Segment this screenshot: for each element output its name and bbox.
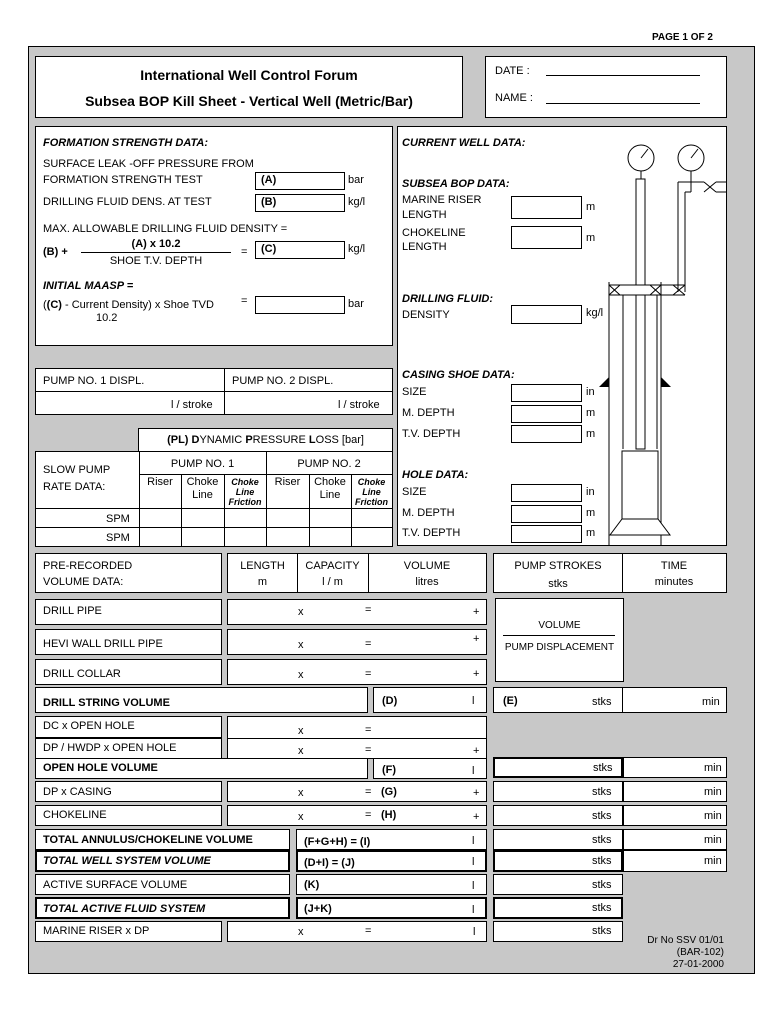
casing-size-label: SIZE <box>402 386 427 398</box>
riser-label-1: MARINE RISER <box>402 194 482 206</box>
dc-open-hole-row: DC x OPEN HOLE <box>35 716 222 738</box>
org-name: International Well Control Forum <box>140 67 358 83</box>
choke-friction-col-1: Choke Line Friction <box>228 477 262 507</box>
hole-mdepth-input[interactable] <box>511 505 582 523</box>
dens-label: DRILLING FLUID DENS. AT TEST <box>43 196 212 208</box>
m-unit: m <box>586 201 596 213</box>
subsea-bop-title: SUBSEA BOP DATA: <box>402 178 510 190</box>
spm-label-1: SPM <box>106 513 130 525</box>
chokeline-row: CHOKELINE <box>35 805 222 826</box>
date-name-box <box>485 56 727 118</box>
m-unit-3: m <box>586 407 596 419</box>
strokes-formula-box: VOLUME PUMP DISPLACEMENT <box>495 598 624 682</box>
total-well-field[interactable]: (D+I) = (J) l <box>296 850 487 872</box>
fraction-top: (A) x 10.2 <box>131 238 181 250</box>
riser-col-1: Riser <box>147 476 173 488</box>
leak-label-2: FORMATION STRENGTH TEST <box>43 174 203 186</box>
bar-unit-2: bar <box>348 298 364 310</box>
chokeline-calc[interactable]: x = (H) + <box>227 805 487 826</box>
hole-size-input[interactable] <box>511 484 582 502</box>
max-density-input[interactable]: (C) <box>255 241 345 259</box>
leak-label-1: SURFACE LEAK -OFF PRESSURE FROM <box>43 158 254 170</box>
open-hole-volume-field[interactable]: (F) l <box>373 758 487 779</box>
dp-casing-strokes[interactable]: stks <box>493 781 623 802</box>
page-number: PAGE 1 OF 2 <box>652 32 713 43</box>
total-annulus-row: TOTAL ANNULUS/CHOKELINE VOLUME <box>35 829 290 850</box>
maasp-input[interactable] <box>255 296 345 314</box>
pump1-header: PUMP NO. 1 <box>170 458 235 470</box>
maasp-divisor: 10.2 <box>96 312 118 324</box>
drill-collar-row: DRILL COLLAR <box>35 659 222 685</box>
total-annulus-strokes[interactable]: stks <box>493 829 623 850</box>
drill-pipe-row: DRILL PIPE <box>35 599 222 625</box>
hwdp-calc[interactable]: x = + <box>227 629 487 655</box>
kgl-unit: kg/l <box>348 196 366 208</box>
date-field[interactable] <box>546 75 700 76</box>
current-well-title: CURRENT WELL DATA: <box>402 137 526 149</box>
fraction-bottom: SHOE T.V. DEPTH <box>109 255 203 267</box>
name-label: NAME : <box>495 92 533 104</box>
choke-col-1: Choke Line <box>186 476 219 501</box>
formation-title: FORMATION STRENGTH DATA: <box>43 137 208 149</box>
date-label: DATE : <box>495 65 530 77</box>
active-surface-field[interactable]: (K) l <box>296 874 487 895</box>
chokeline-min[interactable]: min <box>623 805 727 826</box>
casing-size-input[interactable] <box>511 384 582 402</box>
hole-tvdepth-label: T.V. DEPTH <box>402 527 461 539</box>
dp-casing-row: DP x CASING <box>35 781 222 802</box>
maasp-title: INITIAL MAASP = <box>43 280 134 292</box>
kgl-unit-2: kg/l <box>348 243 366 255</box>
formation-strength-section <box>35 126 393 346</box>
pl-title: (PL) DYNAMIC PRESSURE LOSS [bar] <box>167 434 364 446</box>
total-annulus-field[interactable]: (F+G+H) = (I) l <box>296 829 487 850</box>
casing-mdepth-label: M. DEPTH <box>402 407 455 419</box>
test-density-input[interactable]: (B) <box>255 194 345 212</box>
hole-tvdepth-input[interactable] <box>511 525 582 543</box>
open-hole-min-field[interactable]: min <box>623 757 727 778</box>
hole-size-label: SIZE <box>402 486 427 498</box>
chokeline-label-1: CHOKELINE <box>402 227 466 239</box>
chokeline-strokes[interactable]: stks <box>493 805 623 826</box>
total-active-row: TOTAL ACTIVE FLUID SYSTEM <box>35 897 290 919</box>
chokeline-label-2: LENGTH <box>402 241 447 253</box>
chokeline-length-input[interactable] <box>511 226 582 249</box>
slow-pump-label-1: SLOW PUMP <box>43 464 111 476</box>
slow-pump-label-2: RATE DATA: <box>43 481 106 493</box>
riser-label-2: LENGTH <box>402 209 447 221</box>
drilling-fluid-title: DRILLING FLUID: <box>402 293 494 305</box>
dp-casing-calc[interactable]: x = (G) + <box>227 781 487 802</box>
pump1-displ-label: PUMP NO. 1 DISPL. <box>43 375 145 387</box>
maasp-formula: ((C) - Current Density) x Shoe TVD <box>43 299 214 311</box>
current-well-section <box>397 126 727 546</box>
open-hole-calc[interactable]: x = x = + <box>227 716 487 759</box>
drill-collar-calc[interactable]: x = + <box>227 659 487 685</box>
hole-data-title: HOLE DATA: <box>402 469 469 481</box>
riser-length-input[interactable] <box>511 196 582 219</box>
doc-number: Dr No SSV 01/01 (BAR-102) 27-01-2000 <box>647 935 724 970</box>
casing-tvdepth-label: T.V. DEPTH <box>402 428 461 440</box>
casing-mdepth-input[interactable] <box>511 405 582 423</box>
b-plus: (B) + <box>43 246 68 258</box>
m-unit-4: m <box>586 428 596 440</box>
pl-title-box <box>138 428 393 452</box>
total-well-strokes[interactable]: stks <box>493 850 623 872</box>
drill-string-volume-row: DRILL STRING VOLUME <box>35 687 368 713</box>
pump-displacement-table <box>35 368 393 415</box>
total-well-row: TOTAL WELL SYSTEM VOLUME <box>35 850 290 872</box>
strokes-time-header: PUMP STROKES stks TIME minutes <box>493 553 727 593</box>
name-field[interactable] <box>546 103 700 104</box>
choke-friction-col-2: Choke Line Friction <box>355 477 388 507</box>
pump1-displ-input[interactable]: l / stroke <box>171 399 213 411</box>
total-well-min[interactable]: min <box>623 850 727 872</box>
m-unit-6: m <box>586 527 596 539</box>
equals-2: = <box>241 295 248 307</box>
spm-label-2: SPM <box>106 532 130 544</box>
choke-col-2: Choke Line <box>314 476 346 501</box>
well-schematic <box>598 137 726 545</box>
pump2-displ-label: PUMP NO. 2 DISPL. <box>232 375 334 387</box>
casing-tvdepth-input[interactable] <box>511 425 582 443</box>
dp-open-hole-row: DP / HWDP x OPEN HOLE <box>35 738 222 759</box>
riser-dp-row: MARINE RISER x DP <box>35 921 222 942</box>
open-hole-volume-row: OPEN HOLE VOLUME <box>35 758 368 779</box>
pump2-header: PUMP NO. 2 <box>297 458 361 470</box>
drill-string-strokes-field[interactable]: (E) stks min <box>493 687 727 713</box>
riser-col-2: Riser <box>274 476 301 488</box>
prerecorded-header: PRE-RECORDED VOLUME DATA: <box>35 553 222 593</box>
drill-pipe-calc[interactable]: x = + <box>227 599 487 625</box>
active-surface-row: ACTIVE SURFACE VOLUME <box>35 874 290 895</box>
riser-dp-calc[interactable]: x = l <box>227 921 487 942</box>
pump2-displ-input[interactable]: l / stroke <box>338 399 380 411</box>
title-box <box>35 56 463 118</box>
fluid-density-input[interactable] <box>511 305 582 324</box>
total-active-field[interactable]: (J+K) l <box>296 897 487 919</box>
equals: = <box>241 246 248 258</box>
casing-shoe-title: CASING SHOE DATA: <box>402 369 515 381</box>
density-label: DENSITY <box>402 309 450 321</box>
in-unit: in <box>586 386 595 398</box>
hole-mdepth-label: M. DEPTH <box>402 507 455 519</box>
fraction-line <box>81 252 231 253</box>
dp-casing-min[interactable]: min <box>623 781 727 802</box>
max-label: MAX. ALLOWABLE DRILLING FLUID DENSITY = <box>43 223 288 235</box>
m-unit-5: m <box>586 507 596 519</box>
in-unit-2: in <box>586 486 595 498</box>
total-active-strokes[interactable]: stks <box>493 897 623 919</box>
total-annulus-min[interactable]: min <box>623 829 727 850</box>
open-hole-strokes-field[interactable]: stks <box>493 757 623 778</box>
slow-pump-rate-table <box>35 451 393 547</box>
drill-string-volume-field[interactable]: (D) l <box>373 687 487 713</box>
m-unit-2: m <box>586 232 596 244</box>
active-surface-strokes[interactable]: stks <box>493 874 623 895</box>
sheet-title: Subsea BOP Kill Sheet - Vertical Well (Metric/Bar) <box>85 93 413 109</box>
bar-unit: bar <box>348 174 364 186</box>
riser-dp-strokes[interactable]: stks <box>493 921 623 942</box>
kgl-unit-3: kg/l <box>586 307 604 319</box>
hwdp-row: HEVI WALL DRILL PIPE <box>35 629 222 655</box>
volume-columns-header: LENGTH m CAPACITY l / m VOLUME litres <box>227 553 487 593</box>
leak-off-input[interactable]: (A) <box>255 172 345 190</box>
